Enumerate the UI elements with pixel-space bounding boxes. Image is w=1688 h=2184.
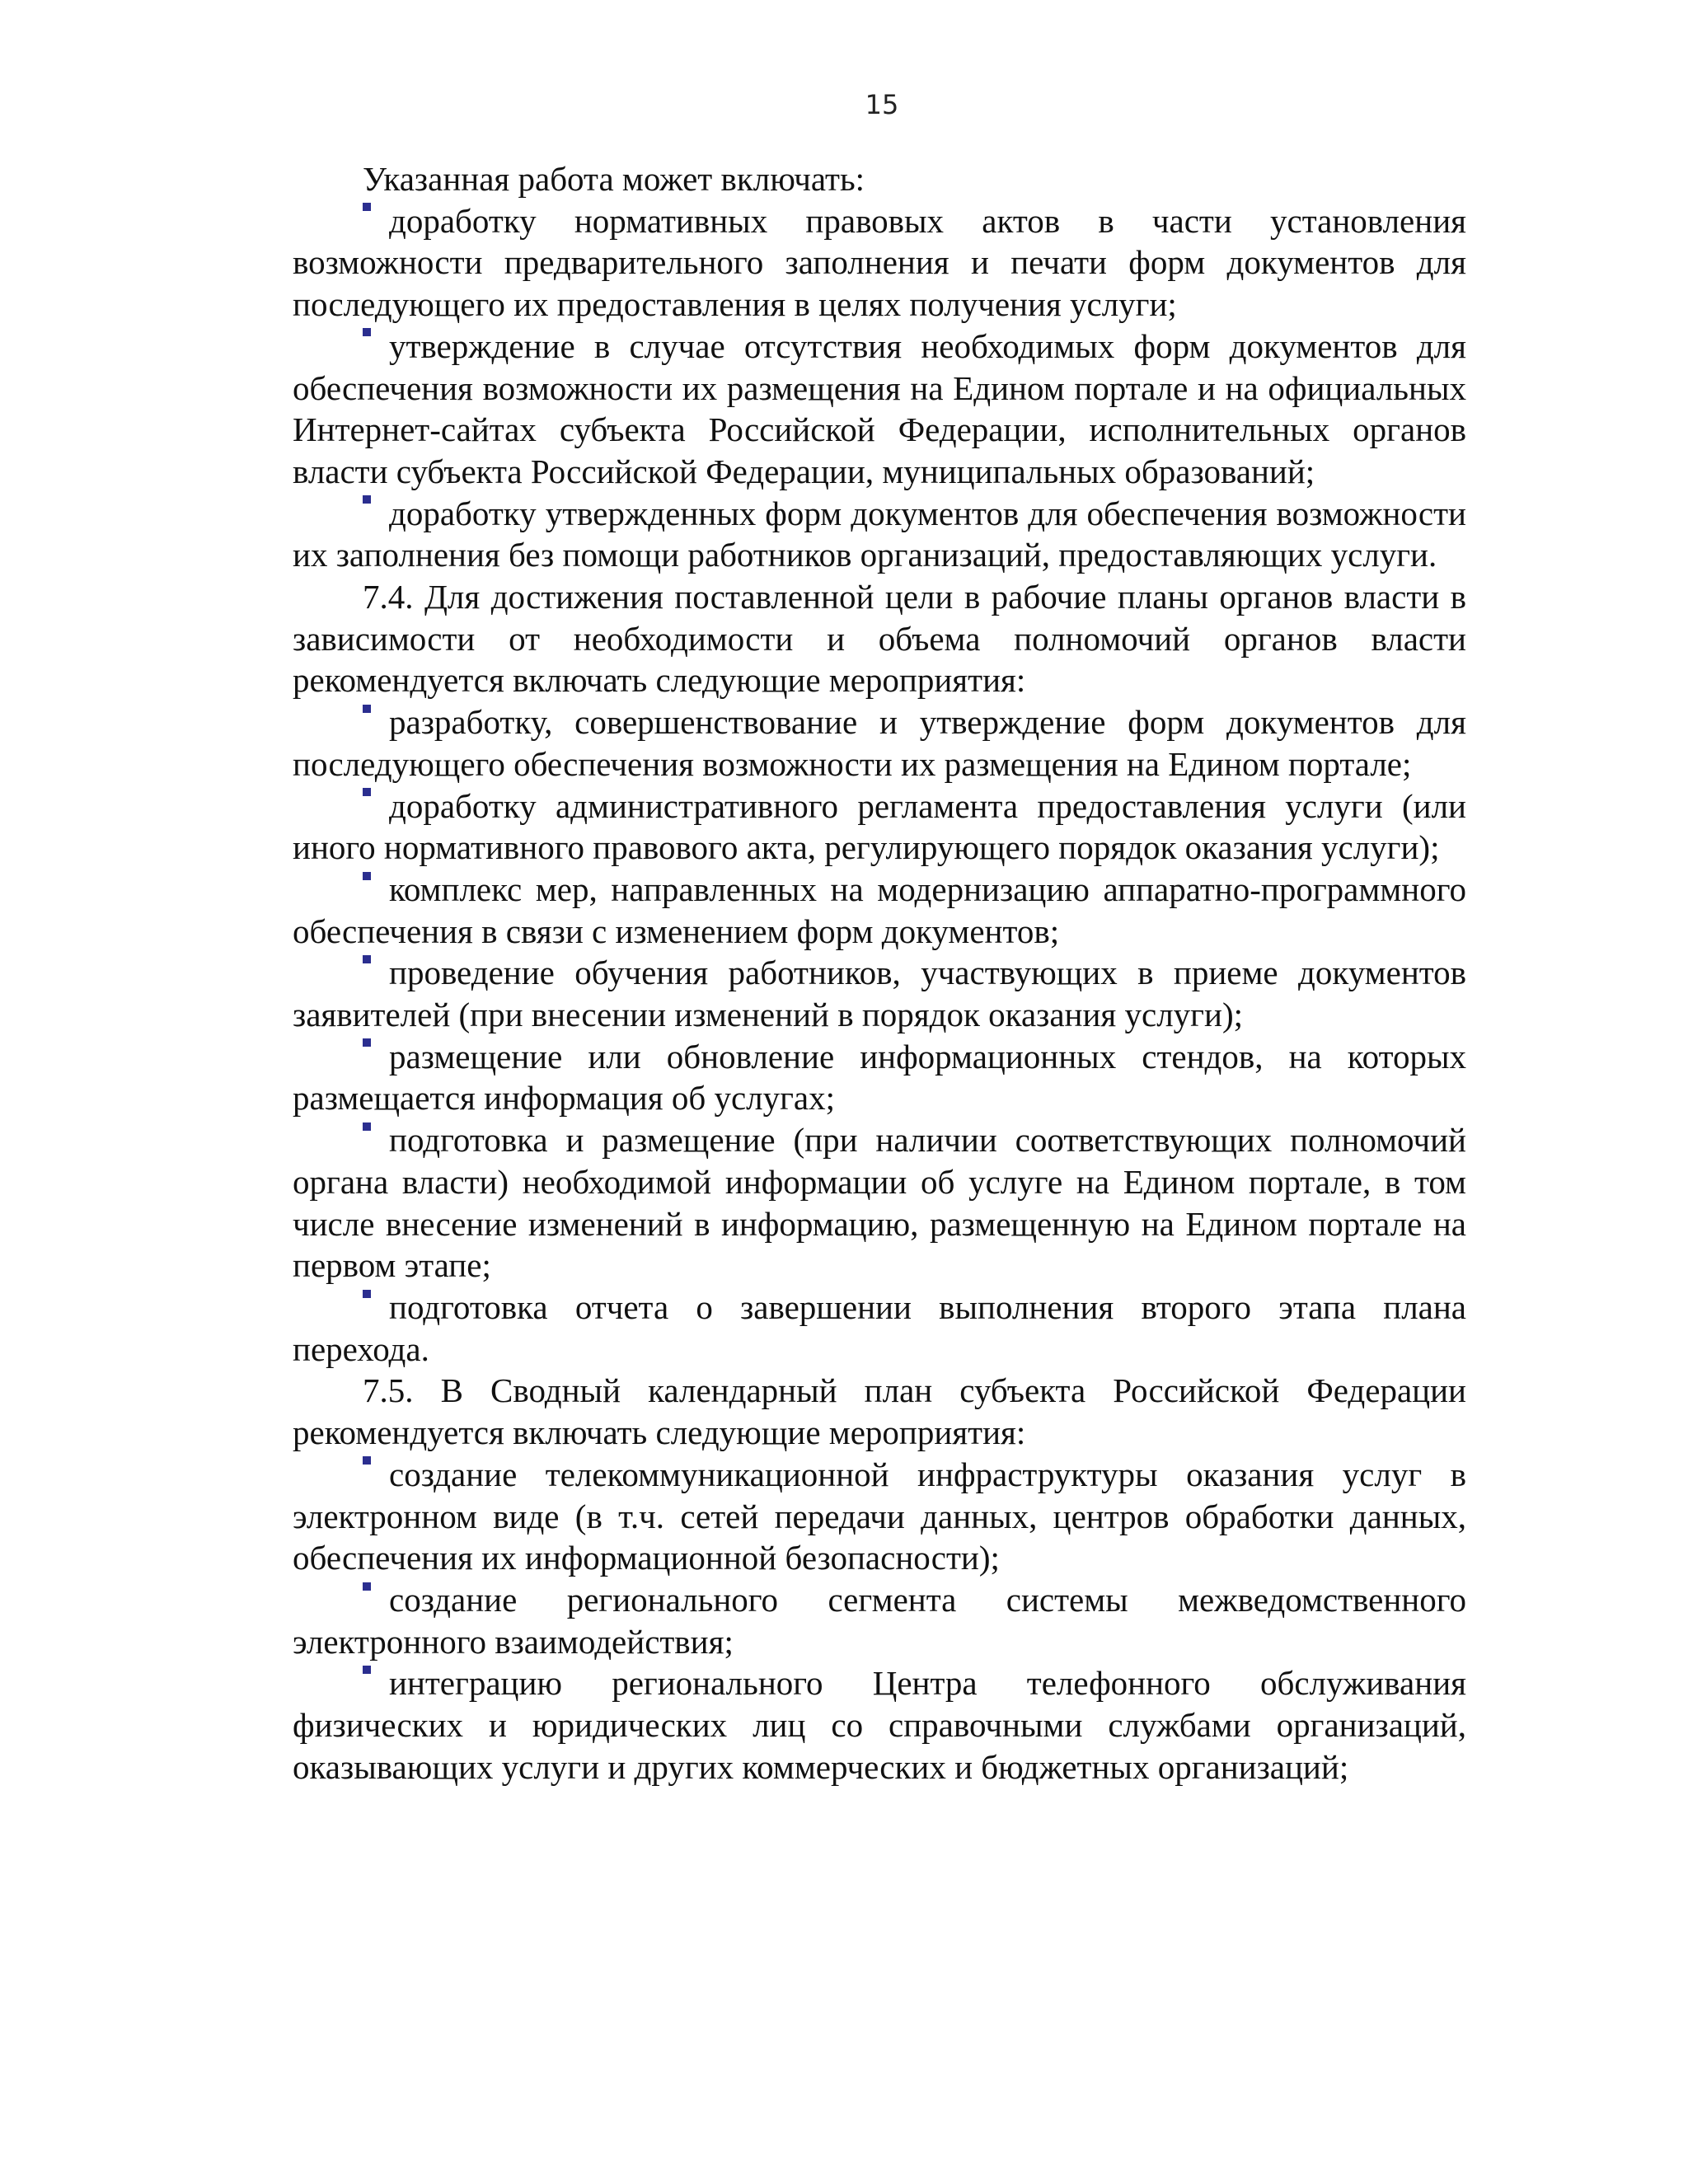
bullet-text: доработку утвержденных форм документов для обеспечения возможности их заполнения без помощи работников организаций, предоставляющих услуги. [293, 494, 1466, 574]
bullet-item [293, 952, 1466, 1035]
paragraph [293, 576, 1466, 701]
square-bullet-icon [363, 955, 371, 963]
paragraph-text: 7.4. Для достижения поставленной цели в рабочие планы органов власти в зависимости от необходимости и объема полномочий органов власти рекомендуется включать следующие мероприятия: [293, 578, 1466, 700]
paragraph [293, 158, 1466, 200]
paragraph-text: 7.5. В Сводный календарный план субъекта Российской Федерации рекомендуется включать следующие мероприятия: [293, 1371, 1466, 1452]
bullet-item [293, 1662, 1466, 1788]
square-bullet-icon [363, 328, 371, 336]
bullet-item [293, 1454, 1466, 1579]
bullet-text: утверждение в случае отсутствия необходимых форм документов для обеспечения возможности их размещения на Едином портале и на официальных Интернет-сайтах субъекта Российской Федерации, исполнительных органов власти субъекта Российской Федерации, муниципальных образований; [293, 326, 1466, 490]
bullet-item [293, 1119, 1466, 1286]
square-bullet-icon [363, 872, 371, 880]
bullet-text: интеграцию регионального Центра телефонного обслуживания физических и юридических лиц со справочными службами организаций, оказывающих услуги и других коммерческих и бюджетных организаций; [293, 1664, 1466, 1786]
bullet-item [293, 701, 1466, 785]
bullet-item [293, 869, 1466, 952]
square-bullet-icon [363, 788, 371, 796]
square-bullet-icon [363, 1038, 371, 1047]
bullet-text: доработку нормативных правовых актов в части установления возможности предварительного заполнения и печати форм документов для последующего их предоставления в целях получения услуги; [293, 201, 1466, 324]
bullet-item [293, 1036, 1466, 1119]
square-bullet-icon [363, 1290, 371, 1298]
bullet-item [293, 200, 1466, 326]
square-bullet-icon [363, 1456, 371, 1465]
paragraph [293, 1370, 1466, 1453]
square-bullet-icon [363, 1582, 371, 1591]
bullet-text: размещение или обновление информационных стендов, на которых размещается информация об услугах; [293, 1037, 1466, 1118]
bullet-item [293, 1579, 1466, 1662]
bullet-item [293, 326, 1466, 493]
square-bullet-icon [363, 203, 371, 211]
page-number: 15 [865, 89, 899, 120]
bullet-text: разработку, совершенствование и утверждение форм документов для последующего обеспечения возможности их размещения на Едином портале; [293, 703, 1466, 783]
square-bullet-icon [363, 1122, 371, 1131]
bullet-text: доработку административного регламента предоставления услуги (или иного нормативного правового акта, регулирующего порядок оказания услуги); [293, 786, 1466, 867]
bullet-text: проведение обучения работников, участвующих в приеме документов заявителей (при внесении изменений в порядок оказания услуги); [293, 954, 1466, 1034]
bullet-item [293, 785, 1466, 869]
bullet-text: комплекс мер, направленных на модернизацию аппаратно-программного обеспечения в связи с изменением форм документов; [293, 869, 1466, 950]
document-body [293, 158, 1466, 1788]
bullet-item [293, 1286, 1466, 1370]
bullet-text: подготовка отчета о завершении выполнения второго этапа плана перехода. [293, 1287, 1466, 1368]
bullet-item [293, 493, 1466, 576]
square-bullet-icon [363, 495, 371, 504]
bullet-text: подготовка и размещение (при наличии соответствующих полномочий органа власти) необходимой информации об услуге на Едином портале, в том числе внесение изменений в информацию, размещенную на Едином портале на первом этапе; [293, 1121, 1466, 1285]
square-bullet-icon [363, 1666, 371, 1674]
bullet-text: создание телекоммуникационной инфраструктуры оказания услуг в электронном виде (в т.ч. сетей передачи данных, центров обработки данных, обеспечения их информационной безопасности); [293, 1455, 1466, 1577]
bullet-text: создание регионального сегмента системы межведомственного электронного взаимодействия; [293, 1580, 1466, 1661]
square-bullet-icon [363, 705, 371, 713]
paragraph-text: Указанная работа может включать: [363, 160, 865, 198]
